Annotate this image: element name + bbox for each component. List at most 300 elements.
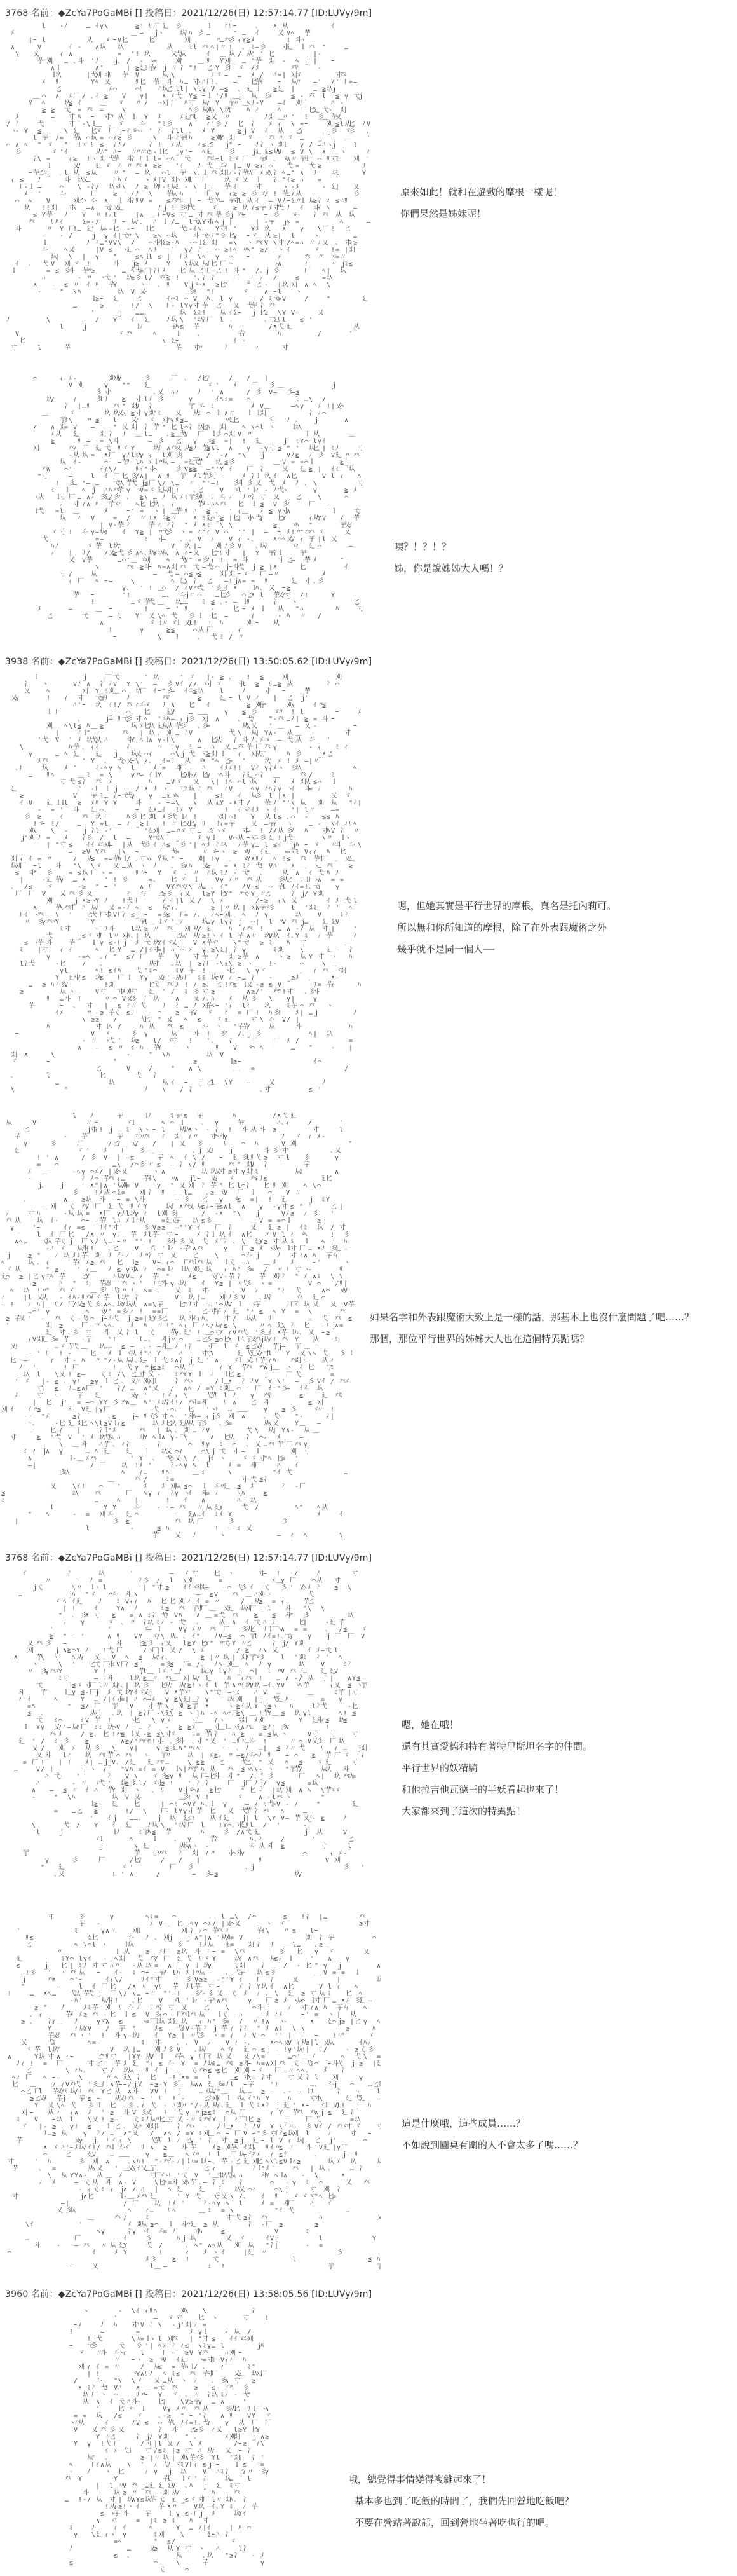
svg-text:＿: ＿ bbox=[224, 856, 231, 863]
svg-text:芋: 芋 bbox=[15, 1314, 21, 1322]
svg-text:⌒: ⌒ bbox=[241, 1141, 245, 1148]
svg-text:匕: 匕 bbox=[198, 266, 204, 275]
svg-text:寸: 寸 bbox=[290, 1251, 297, 1259]
svg-text:ｨ: ｨ bbox=[224, 786, 227, 793]
svg-text:乂: 乂 bbox=[206, 1147, 212, 1154]
svg-text:ｰ: ｰ bbox=[189, 149, 192, 156]
svg-text:/: / bbox=[264, 247, 268, 254]
svg-text:ﾒ: ﾒ bbox=[255, 225, 259, 233]
svg-text:V: V bbox=[113, 912, 117, 919]
svg-text:ﾍ: ﾍ bbox=[260, 1045, 263, 1052]
svg-text:≧: ≧ bbox=[206, 751, 210, 758]
svg-text:匕: 匕 bbox=[201, 1195, 208, 1203]
svg-text:―: ― bbox=[95, 1010, 100, 1017]
svg-text:､: ､ bbox=[184, 375, 187, 382]
svg-text:=: = bbox=[161, 1217, 165, 1224]
svg-text:弋: 弋 bbox=[68, 1314, 74, 1322]
svg-text:": " bbox=[170, 1322, 174, 1329]
svg-text:ｌ: ｌ bbox=[255, 176, 262, 184]
svg-text:-: - bbox=[78, 44, 81, 51]
svg-text:芋: 芋 bbox=[113, 154, 119, 163]
svg-text:=: = bbox=[118, 51, 121, 58]
svg-text:≧: ≧ bbox=[250, 1245, 254, 1252]
svg-text:ｊ: ｊ bbox=[229, 211, 235, 219]
svg-text:ｊ: ｊ bbox=[126, 1315, 132, 1322]
svg-text:冫: 冫 bbox=[118, 162, 124, 170]
svg-text:/: / bbox=[247, 1024, 250, 1031]
svg-text:冫: 冫 bbox=[290, 1322, 297, 1329]
svg-text:!: ! bbox=[139, 1308, 143, 1315]
svg-text:ｨ: ｨ bbox=[330, 1357, 334, 1364]
svg-text:V: V bbox=[140, 198, 144, 205]
svg-text:=: = bbox=[64, 424, 68, 431]
svg-text:斗: 斗 bbox=[304, 784, 311, 793]
svg-text:γ: γ bbox=[109, 765, 112, 772]
svg-text:彡: 彡 bbox=[184, 1196, 190, 1203]
ascii-art-panel bbox=[5, 23, 374, 353]
svg-text:冫: 冫 bbox=[299, 1364, 306, 1371]
svg-text:廴: 廴 bbox=[86, 225, 93, 233]
svg-text:⌒: ⌒ bbox=[318, 1058, 321, 1065]
svg-text:ﾘ: ﾘ bbox=[161, 1189, 165, 1196]
svg-text:ヽ: ヽ bbox=[193, 1127, 199, 1134]
svg-text:斗: 斗 bbox=[81, 1244, 88, 1252]
svg-text:\: \ bbox=[193, 800, 197, 807]
svg-text:ﾉ: ﾉ bbox=[295, 479, 299, 487]
svg-text:…: … bbox=[188, 1189, 192, 1196]
svg-text:ﾒ: ﾒ bbox=[77, 1259, 80, 1266]
svg-text:从: 从 bbox=[68, 1209, 74, 1217]
svg-text:ｨ: ｨ bbox=[367, 149, 370, 156]
svg-text:": " bbox=[184, 1301, 187, 1308]
svg-text:∧: ∧ bbox=[15, 1238, 18, 1245]
svg-text:匕: 匕 bbox=[291, 472, 297, 480]
svg-text:斗: 斗 bbox=[166, 486, 173, 494]
svg-text:ｨ: ｨ bbox=[206, 121, 210, 128]
svg-text:…: … bbox=[140, 310, 144, 317]
svg-text:〃: 〃 bbox=[86, 1010, 93, 1017]
svg-text:|: | bbox=[170, 1141, 174, 1148]
svg-text:≧: ≧ bbox=[91, 268, 95, 275]
svg-text:l: l bbox=[91, 473, 95, 480]
svg-text:〃: 〃 bbox=[153, 926, 159, 933]
svg-text:ﾊ: ﾊ bbox=[206, 296, 210, 303]
svg-text:l: l bbox=[322, 93, 326, 100]
svg-text:ﾊ: ﾊ bbox=[358, 982, 361, 989]
svg-text:厂: 厂 bbox=[78, 577, 84, 585]
svg-text:=: = bbox=[100, 821, 104, 828]
svg-text:ﾉ: ﾉ bbox=[206, 556, 210, 564]
svg-text:从: 从 bbox=[215, 1321, 221, 1329]
svg-text:＿: ＿ bbox=[42, 410, 48, 417]
svg-text:γ: γ bbox=[140, 452, 144, 459]
svg-text:ﾍ: ﾍ bbox=[321, 1238, 325, 1245]
svg-text:ｊ: ｊ bbox=[113, 785, 119, 793]
svg-text:匕: 匕 bbox=[113, 224, 119, 233]
svg-text:弋: 弋 bbox=[189, 203, 195, 212]
svg-text:ﾒ: ﾒ bbox=[260, 736, 263, 744]
svg-text:l: l bbox=[340, 121, 344, 128]
svg-text:γ: γ bbox=[135, 1210, 139, 1217]
svg-text:彡: 彡 bbox=[144, 375, 151, 382]
svg-text:l: l bbox=[148, 1231, 152, 1238]
svg-text:寸: 寸 bbox=[358, 479, 362, 487]
svg-text:ゞ: ゞ bbox=[131, 128, 137, 135]
svg-text:!: ! bbox=[197, 1329, 201, 1336]
svg-text:厂: 厂 bbox=[166, 736, 173, 744]
svg-text:ヽ: ヽ bbox=[144, 856, 151, 863]
svg-text:ﾐ: ﾐ bbox=[269, 940, 272, 947]
svg-text:': ' bbox=[126, 557, 130, 564]
svg-text:': ' bbox=[206, 480, 210, 487]
svg-text:γ: γ bbox=[264, 765, 268, 772]
svg-text:ｌ: ｌ bbox=[144, 253, 151, 261]
svg-text:…: … bbox=[162, 592, 166, 599]
svg-text:ゞ: ゞ bbox=[215, 72, 222, 79]
svg-text:ｰ: ｰ bbox=[331, 58, 334, 65]
svg-text:寸: 寸 bbox=[162, 273, 168, 282]
svg-text:ｊ: ｊ bbox=[166, 1336, 172, 1343]
svg-text:〃: 〃 bbox=[233, 877, 240, 884]
svg-text:圦: 圦 bbox=[264, 1001, 271, 1010]
svg-text:―: ― bbox=[100, 536, 104, 543]
svg-text:ｰ: ｰ bbox=[219, 1357, 222, 1364]
svg-text:ｲ: ｲ bbox=[166, 296, 170, 303]
svg-text:彡: 彡 bbox=[193, 493, 199, 501]
svg-text:癶: 癶 bbox=[220, 501, 226, 508]
svg-text:ヽ: ヽ bbox=[273, 261, 280, 268]
svg-text:―: ― bbox=[153, 571, 158, 578]
svg-text:刈: 刈 bbox=[220, 423, 226, 431]
svg-text:…: … bbox=[300, 135, 304, 142]
svg-text:\: \ bbox=[55, 912, 59, 919]
svg-text:冫: 冫 bbox=[273, 785, 280, 793]
svg-text:寸: 寸 bbox=[69, 120, 75, 128]
svg-text:⌒: ⌒ bbox=[318, 156, 321, 163]
svg-text:ｰ: ｰ bbox=[117, 1196, 120, 1203]
svg-text:廴: 廴 bbox=[233, 1154, 239, 1161]
svg-text:=: = bbox=[318, 177, 321, 184]
svg-text:V: V bbox=[220, 1052, 224, 1058]
svg-text:刈: 刈 bbox=[100, 430, 106, 438]
svg-text:Y: Y bbox=[121, 1301, 125, 1308]
svg-text:匕: 匕 bbox=[60, 959, 66, 968]
svg-text:圦: 圦 bbox=[206, 1265, 212, 1273]
svg-text:斗: 斗 bbox=[269, 1015, 275, 1024]
svg-text:/: / bbox=[304, 296, 308, 303]
svg-text:ﾉ: ﾉ bbox=[260, 507, 263, 515]
svg-text:ゞ: ゞ bbox=[51, 529, 57, 536]
svg-text:∧: ∧ bbox=[247, 933, 250, 940]
svg-text:ｲ: ｲ bbox=[193, 1315, 196, 1322]
svg-text:': ' bbox=[233, 226, 237, 233]
svg-text:≦: ≦ bbox=[171, 627, 175, 634]
svg-text:弋: 弋 bbox=[255, 861, 262, 870]
svg-text:从: 从 bbox=[126, 861, 133, 870]
svg-text:冫: 冫 bbox=[228, 1224, 234, 1231]
svg-text:､: ､ bbox=[215, 79, 219, 86]
svg-text:寸: 寸 bbox=[269, 444, 275, 452]
svg-text:V: V bbox=[180, 968, 184, 975]
svg-text:ｲ: ｲ bbox=[313, 702, 316, 709]
svg-text:…: … bbox=[73, 303, 77, 310]
svg-text:ヽ: ヽ bbox=[247, 240, 253, 247]
svg-text:ｊ: ｊ bbox=[330, 1238, 337, 1245]
svg-text:刈: 刈 bbox=[33, 444, 39, 452]
svg-text:圦: 圦 bbox=[264, 757, 271, 765]
svg-text:\: \ bbox=[273, 240, 277, 247]
svg-text:ヽ: ヽ bbox=[340, 149, 346, 156]
svg-text:圦: 圦 bbox=[130, 1209, 137, 1217]
svg-text:ﾐ: ﾐ bbox=[295, 438, 299, 445]
svg-text:V: V bbox=[51, 261, 55, 268]
svg-text:-: - bbox=[15, 128, 19, 135]
svg-text:≧: ≧ bbox=[59, 1322, 63, 1329]
svg-text:V: V bbox=[247, 695, 250, 702]
svg-text:\: \ bbox=[184, 261, 188, 268]
svg-text:!: ! bbox=[278, 835, 281, 842]
svg-text:､: ､ bbox=[211, 296, 214, 303]
svg-text:ﾒ: ﾒ bbox=[255, 806, 259, 814]
svg-text:圦: 圦 bbox=[135, 687, 142, 695]
svg-text:＿: ＿ bbox=[344, 135, 351, 142]
svg-text:!: ! bbox=[109, 627, 112, 634]
svg-text:⌒: ⌒ bbox=[33, 375, 37, 382]
svg-text:': ' bbox=[327, 737, 330, 744]
svg-text:刈: 刈 bbox=[139, 1188, 145, 1196]
svg-text:斗: 斗 bbox=[104, 1328, 110, 1336]
svg-text:l: l bbox=[250, 1357, 254, 1364]
svg-text:ｨ: ｨ bbox=[268, 1357, 271, 1364]
svg-text:寸: 寸 bbox=[135, 409, 142, 417]
svg-text:ﾘ: ﾘ bbox=[158, 184, 161, 191]
svg-text:≦: ≦ bbox=[144, 480, 148, 487]
svg-text:ｰ: ｰ bbox=[37, 1224, 40, 1231]
svg-text:ｰ: ｰ bbox=[149, 564, 152, 571]
svg-text:=: = bbox=[148, 1287, 152, 1294]
svg-text:⌒: ⌒ bbox=[295, 212, 299, 219]
svg-text:刈: 刈 bbox=[184, 924, 191, 933]
svg-text:\: \ bbox=[318, 494, 321, 501]
svg-text:冫: 冫 bbox=[179, 1161, 186, 1168]
svg-text:/: / bbox=[69, 571, 72, 578]
svg-text:弋: 弋 bbox=[122, 791, 128, 800]
svg-text:ﾒ: ﾒ bbox=[318, 402, 321, 410]
svg-text:γ: γ bbox=[100, 940, 104, 947]
svg-text:ﾊ: ﾊ bbox=[287, 751, 290, 758]
svg-text:/: / bbox=[193, 982, 197, 989]
svg-text:V: V bbox=[118, 37, 121, 44]
svg-text:⌒: ⌒ bbox=[269, 163, 273, 170]
svg-text:-: - bbox=[206, 1127, 210, 1134]
svg-text:ヽ: ヽ bbox=[42, 681, 48, 688]
svg-text:ｌ: ｌ bbox=[215, 820, 222, 828]
svg-text:ｲ: ｲ bbox=[211, 828, 214, 835]
svg-text:…: … bbox=[166, 828, 170, 835]
svg-text:刈: 刈 bbox=[162, 416, 168, 424]
svg-text:ﾊ: ﾊ bbox=[81, 1357, 85, 1364]
svg-text:斗: 斗 bbox=[140, 701, 146, 709]
svg-text:γ: γ bbox=[211, 919, 215, 926]
svg-text:Y: Y bbox=[91, 758, 95, 765]
svg-text:ﾒ: ﾒ bbox=[28, 1168, 31, 1175]
svg-text:ｨ: ｨ bbox=[50, 1357, 53, 1364]
svg-text:廴: 廴 bbox=[166, 708, 173, 716]
svg-text:刈: 刈 bbox=[109, 375, 115, 382]
svg-text:Y: Y bbox=[362, 170, 366, 177]
svg-text:l: l bbox=[220, 688, 224, 695]
svg-text:圦: 圦 bbox=[233, 903, 240, 912]
svg-text:ヽ: ヽ bbox=[313, 877, 320, 884]
svg-text:廴: 廴 bbox=[278, 85, 284, 93]
svg-text:ﾊ: ﾊ bbox=[179, 1113, 182, 1120]
svg-text:ｨ: ｨ bbox=[73, 396, 76, 403]
svg-text:ゞ: ゞ bbox=[264, 737, 271, 744]
svg-text:l: l bbox=[282, 317, 286, 324]
svg-text:ｨ: ｨ bbox=[184, 786, 187, 793]
svg-text:ﾒ: ﾒ bbox=[180, 493, 183, 501]
svg-text:＿: ＿ bbox=[95, 940, 102, 947]
svg-text:ｨ: ｨ bbox=[344, 744, 348, 751]
svg-text:―: ― bbox=[42, 233, 46, 240]
svg-text:＿: ＿ bbox=[273, 772, 280, 779]
svg-text:⌒: ⌒ bbox=[157, 1266, 161, 1273]
svg-text:寸: 寸 bbox=[104, 388, 111, 396]
svg-text:厂: 厂 bbox=[153, 23, 159, 30]
svg-text:ヽ: ヽ bbox=[140, 863, 146, 870]
svg-text:彡: 彡 bbox=[269, 904, 275, 912]
svg-text:从: 从 bbox=[309, 196, 315, 205]
svg-text:弋: 弋 bbox=[135, 266, 142, 275]
svg-text:≧: ≧ bbox=[189, 466, 193, 473]
svg-text:γ: γ bbox=[259, 1203, 263, 1210]
svg-text:从: 从 bbox=[126, 840, 133, 849]
svg-text:': ' bbox=[175, 606, 179, 613]
svg-text:|: | bbox=[229, 219, 233, 226]
svg-text:!: ! bbox=[86, 261, 90, 268]
svg-text:⌒: ⌒ bbox=[90, 1168, 94, 1175]
svg-text:匕: 匕 bbox=[287, 556, 293, 564]
svg-text:乂: 乂 bbox=[135, 750, 142, 758]
svg-text:ｨ: ｨ bbox=[281, 1287, 285, 1294]
svg-text:从: 从 bbox=[313, 1335, 319, 1343]
svg-text:从: 从 bbox=[273, 147, 280, 156]
svg-text:ﾒ: ﾒ bbox=[224, 764, 227, 772]
svg-text:-: - bbox=[224, 1273, 227, 1280]
svg-text:ｰ: ｰ bbox=[91, 438, 94, 445]
svg-text:!: ! bbox=[260, 828, 264, 835]
svg-text:…: … bbox=[215, 592, 219, 599]
svg-text:刈: 刈 bbox=[113, 375, 119, 382]
svg-text:…: … bbox=[175, 730, 179, 737]
svg-text:斗: 斗 bbox=[91, 196, 97, 205]
svg-text:､: ､ bbox=[206, 982, 210, 989]
svg-text:芋: 芋 bbox=[184, 1244, 190, 1252]
svg-text:从: 从 bbox=[321, 1356, 328, 1364]
svg-text:圦: 圦 bbox=[264, 224, 271, 233]
svg-text:ﾊ: ﾊ bbox=[304, 828, 308, 835]
svg-text:!: ! bbox=[273, 191, 277, 198]
svg-text:ﾐ: ﾐ bbox=[304, 114, 308, 121]
svg-text:Y: Y bbox=[260, 100, 264, 107]
svg-text:､: ､ bbox=[233, 1273, 236, 1280]
svg-text:≦: ≦ bbox=[327, 814, 330, 821]
svg-text:厂: 厂 bbox=[171, 99, 177, 107]
svg-text:!: ! bbox=[100, 968, 104, 975]
svg-text:ﾒ: ﾒ bbox=[153, 176, 156, 184]
svg-text:斗: 斗 bbox=[158, 238, 164, 247]
svg-text:ﾘ: ﾘ bbox=[86, 403, 90, 410]
svg-text:､: ､ bbox=[131, 933, 134, 940]
svg-text:ﾘ: ﾘ bbox=[286, 1301, 289, 1308]
svg-text:廴: 廴 bbox=[215, 799, 222, 807]
svg-text:从: 从 bbox=[149, 959, 155, 968]
svg-text:∧: ∧ bbox=[104, 1182, 107, 1189]
svg-text:ｲ: ｲ bbox=[220, 765, 223, 772]
svg-text:⌒: ⌒ bbox=[335, 681, 339, 688]
svg-text:冫: 冫 bbox=[188, 1343, 194, 1350]
svg-text:ﾍ: ﾍ bbox=[42, 100, 45, 107]
svg-text:V: V bbox=[32, 1336, 36, 1343]
svg-text:寸: 寸 bbox=[201, 1349, 208, 1357]
svg-text:V: V bbox=[64, 982, 68, 989]
svg-text:ｊ: ｊ bbox=[331, 85, 337, 93]
svg-text:圦: 圦 bbox=[60, 514, 66, 522]
svg-text:乂: 乂 bbox=[188, 1238, 194, 1245]
svg-text:ﾒ: ﾒ bbox=[322, 570, 325, 578]
svg-text:|: | bbox=[95, 247, 99, 254]
svg-text:ﾘ: ﾘ bbox=[339, 1266, 342, 1273]
svg-text:〃: 〃 bbox=[238, 891, 244, 898]
svg-text:!: ! bbox=[211, 79, 215, 86]
svg-text:V: V bbox=[291, 536, 295, 543]
svg-text:γ: γ bbox=[131, 793, 135, 800]
svg-text:≦: ≦ bbox=[20, 177, 24, 184]
svg-text:芋: 芋 bbox=[171, 322, 177, 331]
svg-text:ﾘ: ﾘ bbox=[153, 247, 156, 254]
svg-text:ゞ: ゞ bbox=[158, 275, 164, 282]
svg-text:⌒: ⌒ bbox=[322, 410, 326, 417]
svg-text:―: ― bbox=[247, 828, 251, 835]
svg-text:圦: 圦 bbox=[78, 175, 84, 184]
svg-text:ｌ: ｌ bbox=[91, 295, 97, 303]
svg-text:≦: ≦ bbox=[295, 389, 299, 396]
svg-text:Y: Y bbox=[188, 1224, 192, 1231]
svg-text:寸: 寸 bbox=[158, 535, 164, 543]
svg-text:V: V bbox=[322, 515, 326, 522]
svg-text:ﾘ: ﾘ bbox=[139, 1252, 142, 1259]
svg-text:ゞ: ゞ bbox=[118, 121, 124, 128]
svg-text:': ' bbox=[215, 382, 219, 389]
svg-text:ｨ: ｨ bbox=[1, 1294, 4, 1301]
svg-text:≧: ≧ bbox=[277, 1224, 281, 1231]
svg-text:ｲ: ｲ bbox=[255, 198, 259, 205]
svg-text:': ' bbox=[122, 592, 126, 599]
svg-text:!: ! bbox=[99, 1127, 103, 1134]
svg-text:寸: 寸 bbox=[282, 507, 288, 515]
svg-text:\: \ bbox=[242, 452, 246, 459]
svg-text:ﾘ: ﾘ bbox=[118, 716, 121, 723]
svg-text:―: ― bbox=[109, 578, 113, 585]
svg-text:ｌ: ｌ bbox=[247, 409, 253, 417]
svg-text:刈: 刈 bbox=[340, 966, 346, 975]
svg-text:弋: 弋 bbox=[118, 757, 124, 765]
svg-text:圦: 圦 bbox=[189, 784, 195, 793]
svg-text:/: / bbox=[24, 884, 28, 891]
dialog-line: 這是什麼哦，這些成員……？ bbox=[402, 2113, 583, 2134]
svg-text:刈: 刈 bbox=[100, 154, 106, 163]
svg-text:ﾊ: ﾊ bbox=[162, 842, 165, 849]
